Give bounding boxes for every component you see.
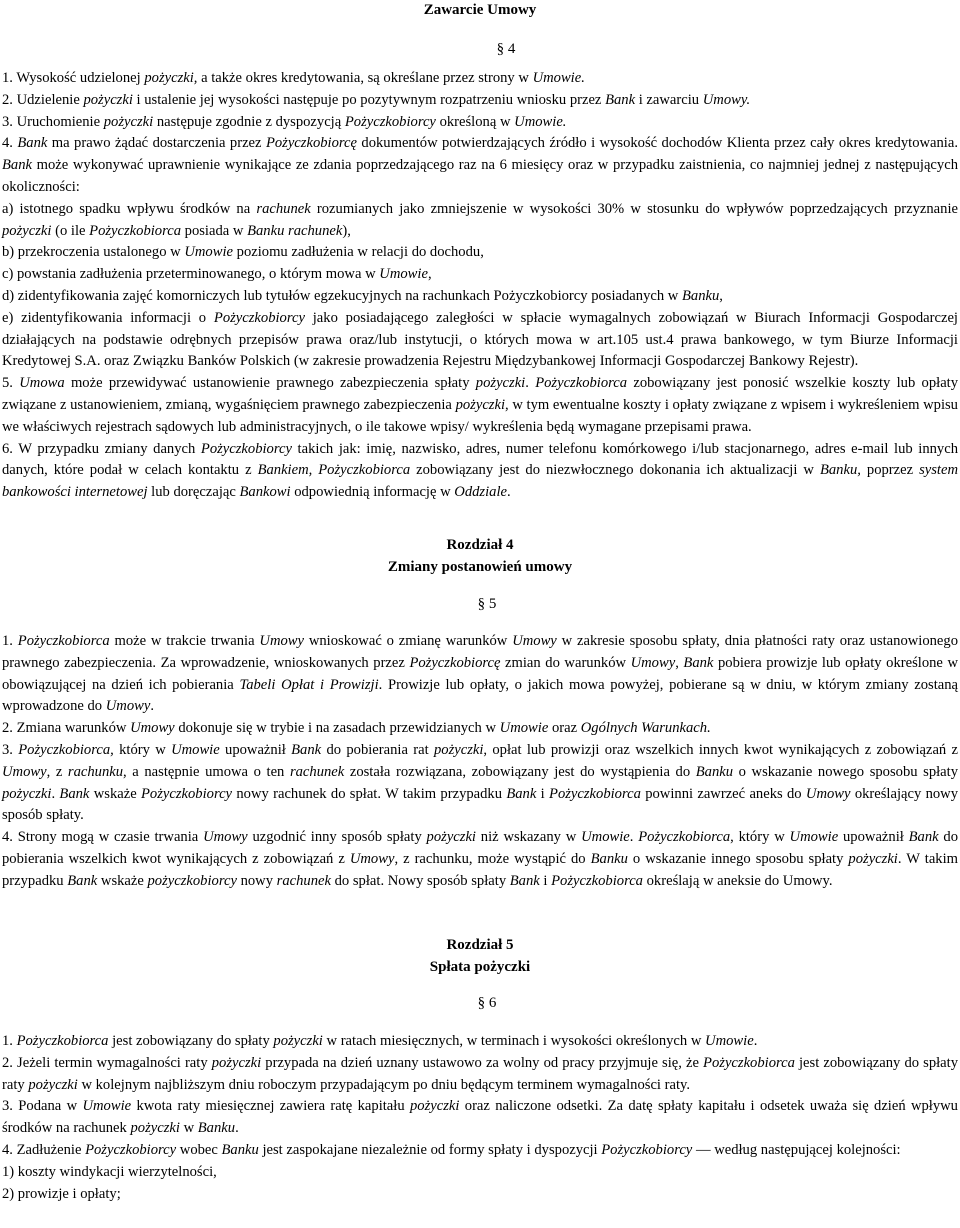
clause-6: 6. W przypadku zmiany danych Pożyczkobiorcy takich jak: imię, nazwisko, adres, numer telefonu komórkowego i/lub stacjonarnego, adres e-mail lub innych danych, które podał w celach kontaktu z Bankiem, Pożyczkobiorca zobowiązany jest do niezwłocznego dokonania ich aktualizacji w Banku, poprzez system bankowości internetowej lub doręczając Bankowi odpowiednią informację w Oddziale.: [2, 440, 958, 501]
paragraph-mark-5: § 5: [477, 596, 497, 612]
paragraph-mark-4: § 4: [496, 41, 516, 57]
clause-3: 3. Uruchomienie pożyczki następuje zgodnie z dyspozycją Pożyczkobiorcy określoną w Umowie.: [2, 113, 567, 130]
ch4-clause-4: 4. Strony mogą w czasie trwania Umowy uzgodnić inny sposób spłaty pożyczki niż wskazany w Umowie. Pożyczkobiorca, który w Umowie upoważnił Bank do pobierania wszelkich kwot wynikających z zobowiązań z Umowy, z rachunku, może wystąpić do Banku o wskazanie innego sposobu spłaty pożyczki. W takim przypadku Bank wskaże pożyczkobiorcy nowy rachunek do spłat. Nowy sposób spłaty Bank i Pożyczkobiorca określają w aneksie do Umowy.: [2, 829, 959, 889]
ch5-clause-4-item-1: 1) koszty windykacji wierzytelności,: [2, 1163, 217, 1180]
chapter-5-title: Rozdział 5: [446, 937, 514, 953]
section-title: Zawarcie Umowy: [423, 2, 537, 18]
ch4-clause-3: 3. Pożyczkobiorca, który w Umowie upoważnił Bank do pobierania rat pożyczki, opłat lub prowizji oraz wszelkich innych kwot wynikających z zobowiązań z Umowy, z rachunku, a następnie umowa o ten rachunek została rozwiązana, zobowiązany jest do wystąpienia do Banku o wskazanie nowego sposobu spłaty pożyczki. Bank wskaże Pożyczkobiorcy nowy rachunek do spłat. W takim przypadku Bank i Pożyczkobiorca powinni zawrzeć aneks do Umowy określający nowy sposób spłaty.: [2, 741, 959, 824]
ch5-clause-1: 1. Pożyczkobiorca jest zobowiązany do spłaty pożyczki w ratach miesięcznych, w terminach i wysokości określonych w Umowie.: [2, 1033, 758, 1049]
ch5-clause-4: 4. Zadłużenie Pożyczkobiorcy wobec Banku jest zaspokajane niezależnie od formy spłaty i dyspozycji Pożyczkobiorcy — według następującej kolejności:: [2, 1141, 901, 1158]
ch4-clause-1: 1. Pożyczkobiorca może w trakcie trwania Umowy wnioskować o zmianę warunków Umowy w zakresie sposobu spłaty, dnia płatności raty oraz ustanowionego prawnego zabezpieczenia. Za wprowadzenie, wnioskowanych przez Pożyczkobiorcę zmian do warunków Umowy, Bank pobiera prowizje lub opłaty określone w obowiązującej na dzień ich pobierania Tabeli Opłat i Prowizji. Prowizje lub opłaty, o jakich mowa powyżej, pobierane są w dniu, w którym zmiany zostaną wprowadzone do Umowy.: [2, 633, 959, 715]
clause-4c: c) powstania zadłużenia przeterminowanego, o którym mowa w Umowie,: [2, 266, 432, 283]
clause-1: 1. Wysokość udzielonej pożyczki, a także okres kredytowania, są określane przez strony w Umowie.: [2, 70, 585, 86]
chapter-5-body: [2, 1031, 958, 1205]
chapter-4-subtitle: Zmiany postanowień umowy: [387, 559, 573, 575]
chapter-4-title: Rozdział 4: [446, 537, 514, 553]
chapter-4-body: [2, 631, 958, 893]
clause-4d: d) zidentyfikowania zajęć komorniczych lub tytułów egzekucyjnych na rachunkach Pożyczkobiorcy posiadanych w Banku,: [2, 287, 723, 304]
paragraph-mark-6: § 6: [477, 995, 497, 1011]
chapter-5-subtitle: Spłata pożyczki: [429, 959, 531, 975]
clause-4b: b) przekroczenia ustalonego w Umowie poziomu zadłużenia w relacji do dochodu,: [2, 244, 484, 261]
section-zawarcie-body: [2, 68, 958, 504]
clause-4: 4. Bank ma prawo żądać dostarczenia przez Pożyczkobiorcę dokumentów potwierdzających źródło i wysokość dochodów Klienta przez cały okres kredytowania. Bank może wykonywać uprawnienie wynikające ze zdania poprzedzającego raz na 6 miesięcy oraz w przypadku zaistnienia, co najmniej jednej z następujących okoliczności:: [2, 135, 958, 195]
ch5-clause-2: 2. Jeżeli termin wymagalności raty pożyczki przypada na dzień uznany ustawowo za wolny od pracy przyjmuje się, że Pożyczkobiorca jest zobowiązany do spłaty raty pożyczki w kolejnym najbliższym dniu roboczym przypadającym po dniu będącym terminem wymagalności raty.: [2, 1054, 958, 1093]
clause-4a: a) istotnego spadku wpływu środków na rachunek rozumianych jako zmniejszenie w wysokości 30% w stosunku do wpływów poprzedzających przyznanie pożyczki (o ile Pożyczkobiorca posiada w Banku rachunek),: [2, 200, 958, 239]
ch5-clause-4-item-2: 2) prowizje i opłaty;: [2, 1185, 121, 1202]
clause-4e: e) zidentyfikowania informacji o Pożyczkobiorcy jako posiadającego zaległości w spłacie wymagalnych zobowiązań w Biurach Informacji Gospodarczej działających na podstawie odrębnych przepisów prawa oraz/lub instytucji, o których mowa w art.105 ust.4 prawa bankowego, w tym Biurze Informacji Kredytowej S.A. oraz Związku Banków Polskich (w zakresie prowadzenia Rejestru Międzybankowej Informacji Gospodarczej Bankowy Rejestr).: [2, 309, 958, 370]
clause-2: 2. Udzielenie pożyczki i ustalenie jej wysokości następuje po pozytywnym rozpatrzeniu wniosku przez Bank i zawarciu Umowy.: [2, 91, 751, 108]
clause-5: 5. Umowa może przewidywać ustanowienie prawnego zabezpieczenia spłaty pożyczki. Pożyczkobiorca zobowiązany jest ponosić wszelkie koszty lub opłaty związane z ustanowieniem, zmianą, wygaśnięciem prawnego zabezpieczenia pożyczki, w tym ewentualne koszty i opłaty związane z wpisem i wykreśleniem wpisu we właściwych rejestrach sądowych lub administracyjnych, o ile takowe wpisy/ wykreślenia będą wymagane przepisami prawa.: [2, 375, 959, 435]
ch4-clause-2: 2. Zmiana warunków Umowy dokonuje się w trybie i na zasadach przewidzianych w Umowie oraz Ogólnych Warunkach.: [2, 720, 711, 737]
ch5-clause-3: 3. Podana w Umowie kwota raty miesięcznej zawiera ratę kapitału pożyczki oraz naliczone odsetki. Za datę spłaty kapitału i odsetek uważa się dzień wpływu środków na rachunek pożyczki w Banku.: [2, 1098, 958, 1137]
